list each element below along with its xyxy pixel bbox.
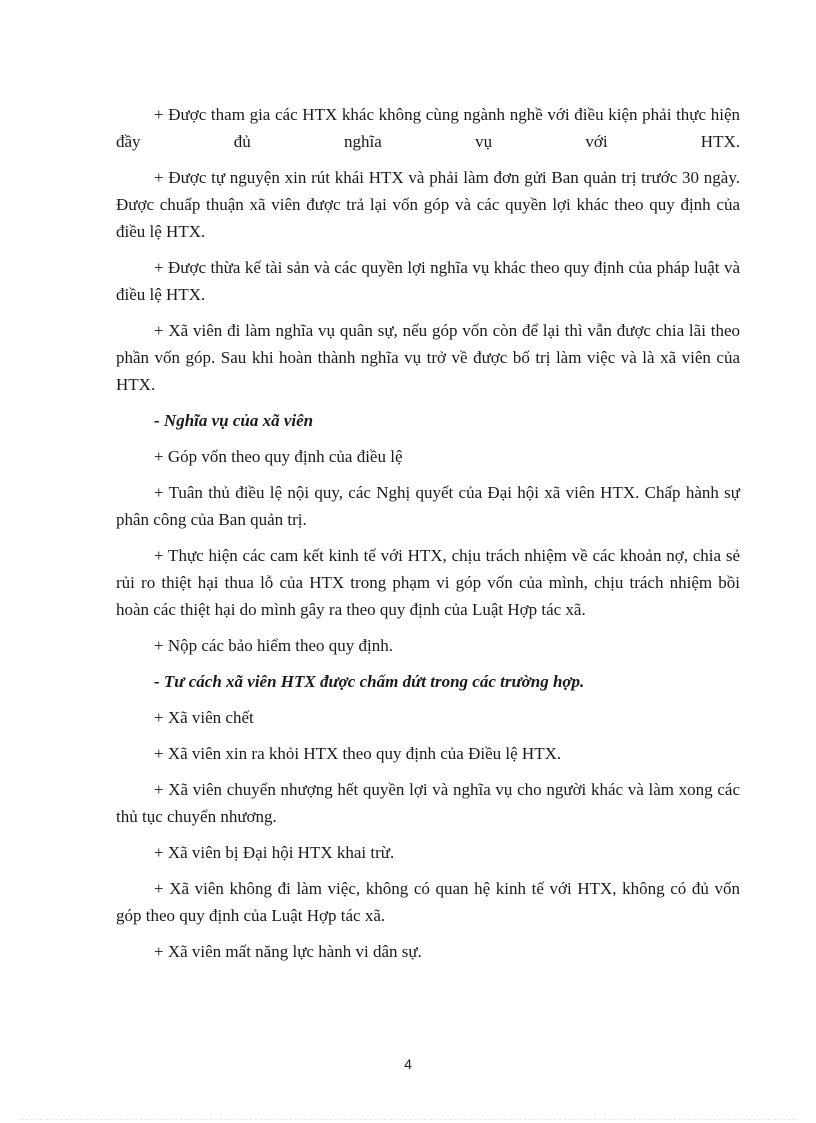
paragraph-termination-death: + Xã viên chết (154, 708, 254, 727)
paragraph-obligation-economic-commitments: + Thực hiện các cam kết kinh tế với HTX, chịu trách nhiệm về các khoản nợ, chia sẻ rủi ro thiệt hại thua lỗ của HTX trong phạm vi góp vốn của mình, chịu trách nhiệm bồi hoàn các thiệt hại do mình gây ra theo quy định của Luật Hợp tác xã. (116, 546, 740, 619)
paragraph-right-inherit: + Được thừa kế tài sản và các quyền lợi nghĩa vụ khác theo quy định của pháp luật và điều lệ HTX. (116, 258, 740, 304)
page-number: 4 (404, 1056, 412, 1072)
paragraph-obligation-contribute-capital: + Góp vốn theo quy định của điều lệ (154, 447, 403, 466)
paragraph-termination-incapacity: + Xã viên mất năng lực hành vi dân sự. (154, 942, 422, 961)
paragraph-obligation-comply-rules: + Tuân thủ điều lệ nội quy, các Nghị quyết của Đại hội xã viên HTX. Chấp hành sự phân công của Ban quản trị. (116, 483, 740, 529)
page-bottom-divider (20, 1119, 796, 1120)
heading-membership-termination: - Tư cách xã viên HTX được chấm dứt trong các trường hợp. (154, 672, 585, 691)
paragraph-termination-inactive: + Xã viên không đi làm việc, không có quan hệ kinh tế với HTX, không có đủ vốn góp theo quy định của Luật Hợp tác xã. (116, 879, 740, 925)
paragraph-termination-transfer: + Xã viên chuyển nhượng hết quyền lợi và nghĩa vụ cho người khác và làm xong các thủ tục chuyển nhương. (116, 780, 740, 826)
paragraph-termination-expelled: + Xã viên bị Đại hội HTX khai trừ. (154, 843, 395, 862)
paragraph-right-join-other-htx: + Được tham gia các HTX khác không cùng ngành nghề với điều kiện phải thực hiện đầy đủ nghĩa vụ với HTX. (116, 105, 740, 151)
paragraph-termination-withdrawal: + Xã viên xin ra khỏi HTX theo quy định của Điều lệ HTX. (154, 744, 562, 763)
document-body (116, 101, 740, 974)
paragraph-right-withdraw: + Được tự nguyện xin rút khái HTX và phải làm đơn gửi Ban quản trị trước 30 ngày. Được chuẩp thuận xã viên được trả lại vốn góp và các quyền lợi khác theo quy định của điều lệ HTX. (116, 168, 740, 241)
paragraph-obligation-insurance: + Nộp các bảo hiểm theo quy định. (154, 636, 394, 655)
heading-member-obligations: - Nghĩa vụ của xã viên (154, 411, 314, 430)
paragraph-right-military-service: + Xã viên đi làm nghĩa vụ quân sự, nếu góp vốn còn để lại thì vẫn được chia lãi theo phần vốn góp. Sau khi hoàn thành nghĩa vụ trở về được bố trị làm việc và là xã viên của HTX. (116, 321, 740, 394)
